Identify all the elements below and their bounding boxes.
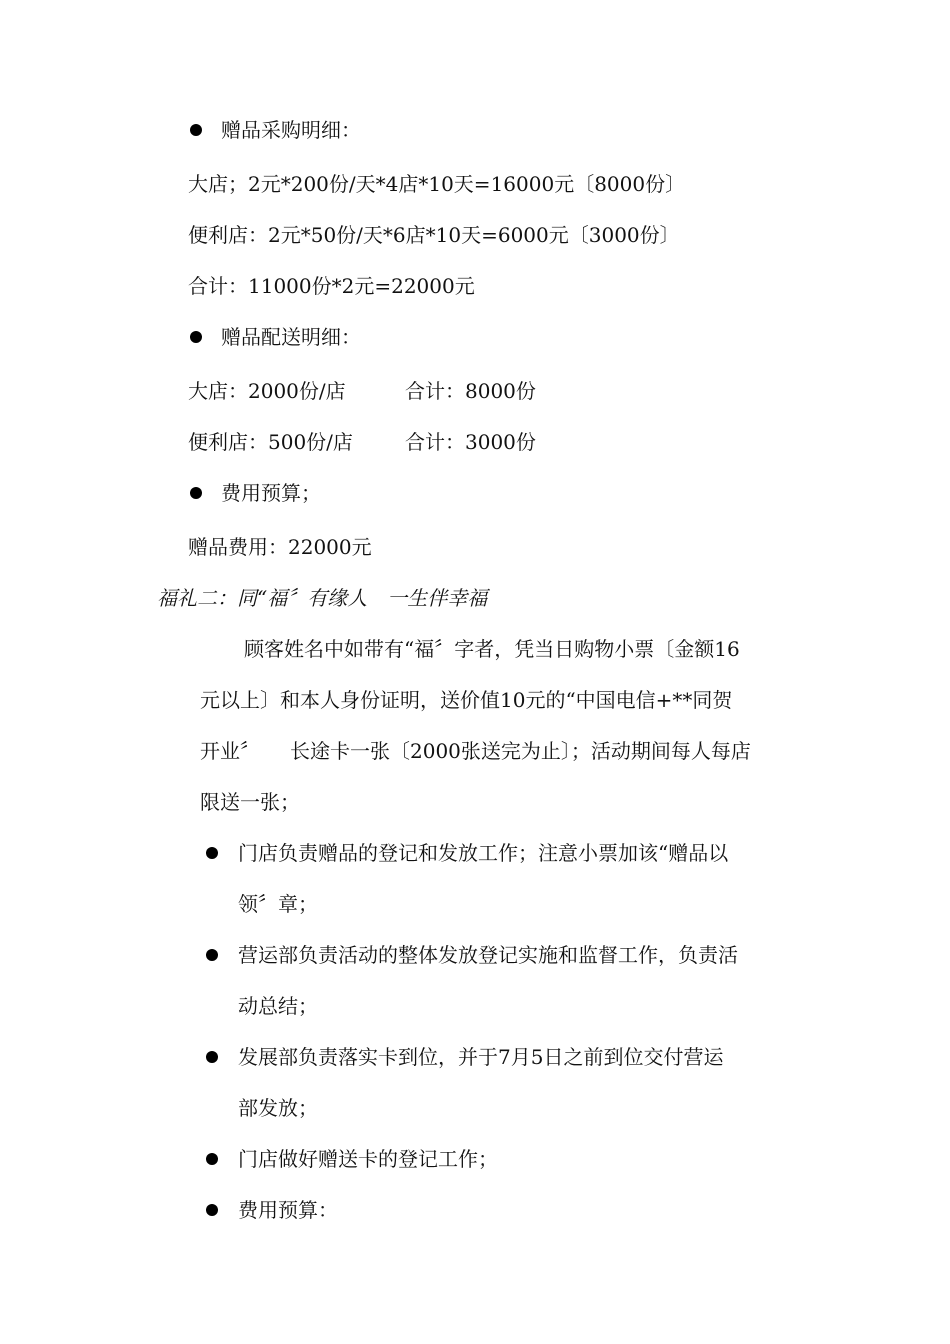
heading-gift-delivery: 赠品配送明细：	[221, 325, 361, 349]
bullet-icon	[190, 124, 202, 136]
paragraph-line: 限送一张；	[200, 790, 300, 814]
list-item: 费用预算：	[238, 1198, 338, 1222]
gift-cost: 赠品费用：22000元	[188, 535, 372, 559]
delivery-convenience-store-total: 合计：3000份	[405, 430, 536, 454]
bullet-icon	[190, 331, 202, 343]
bullet-icon	[206, 1051, 218, 1063]
bullet-icon	[206, 847, 218, 859]
delivery-big-store: 大店：2000份/店	[188, 379, 346, 403]
bullet-icon	[206, 1153, 218, 1165]
list-item-continuation: 领〞章；	[238, 892, 318, 916]
list-item-continuation: 部发放；	[238, 1096, 318, 1120]
list-item: 门店负责赠品的登记和发放工作；注意小票加该“赠品以	[238, 841, 729, 865]
heading-budget: 费用预算；	[221, 481, 321, 505]
list-item-continuation: 动总结；	[238, 994, 318, 1018]
big-store-purchase: 大店；2元*200份/天*4店*10天=16000元〔8000份〕	[188, 172, 686, 196]
bullet-icon	[206, 949, 218, 961]
delivery-convenience-store: 便利店：500份/店	[188, 430, 353, 454]
bullet-icon	[190, 487, 202, 499]
heading-gift-purchase: 赠品采购明细：	[221, 118, 361, 142]
list-item: 发展部负责落实卡到位，并于7月5日之前到位交付营运	[238, 1045, 724, 1069]
convenience-store-purchase: 便利店：2元*50份/天*6店*10天=6000元〔3000份〕	[188, 223, 680, 247]
purchase-total: 合计：11000份*2元=22000元	[188, 274, 475, 298]
paragraph-line: 元以上〕和本人身份证明，送价值10元的“中国电信+**同贺	[200, 688, 733, 712]
list-item: 营运部负责活动的整体发放登记实施和监督工作，负责活	[238, 943, 738, 967]
delivery-big-store-total: 合计：8000份	[405, 379, 536, 403]
section-title: 福礼二：同“福〞有缘人 一生伴幸福	[157, 586, 488, 610]
bullet-icon	[206, 1204, 218, 1216]
paragraph-line: 顾客姓名中如带有“福〞字者，凭当日购物小票〔金额16	[244, 637, 740, 661]
list-item: 门店做好赠送卡的登记工作；	[238, 1147, 498, 1171]
paragraph-line: 开业〞 长途卡一张〔2000张送完为止〕；活动期间每人每店	[200, 739, 751, 763]
